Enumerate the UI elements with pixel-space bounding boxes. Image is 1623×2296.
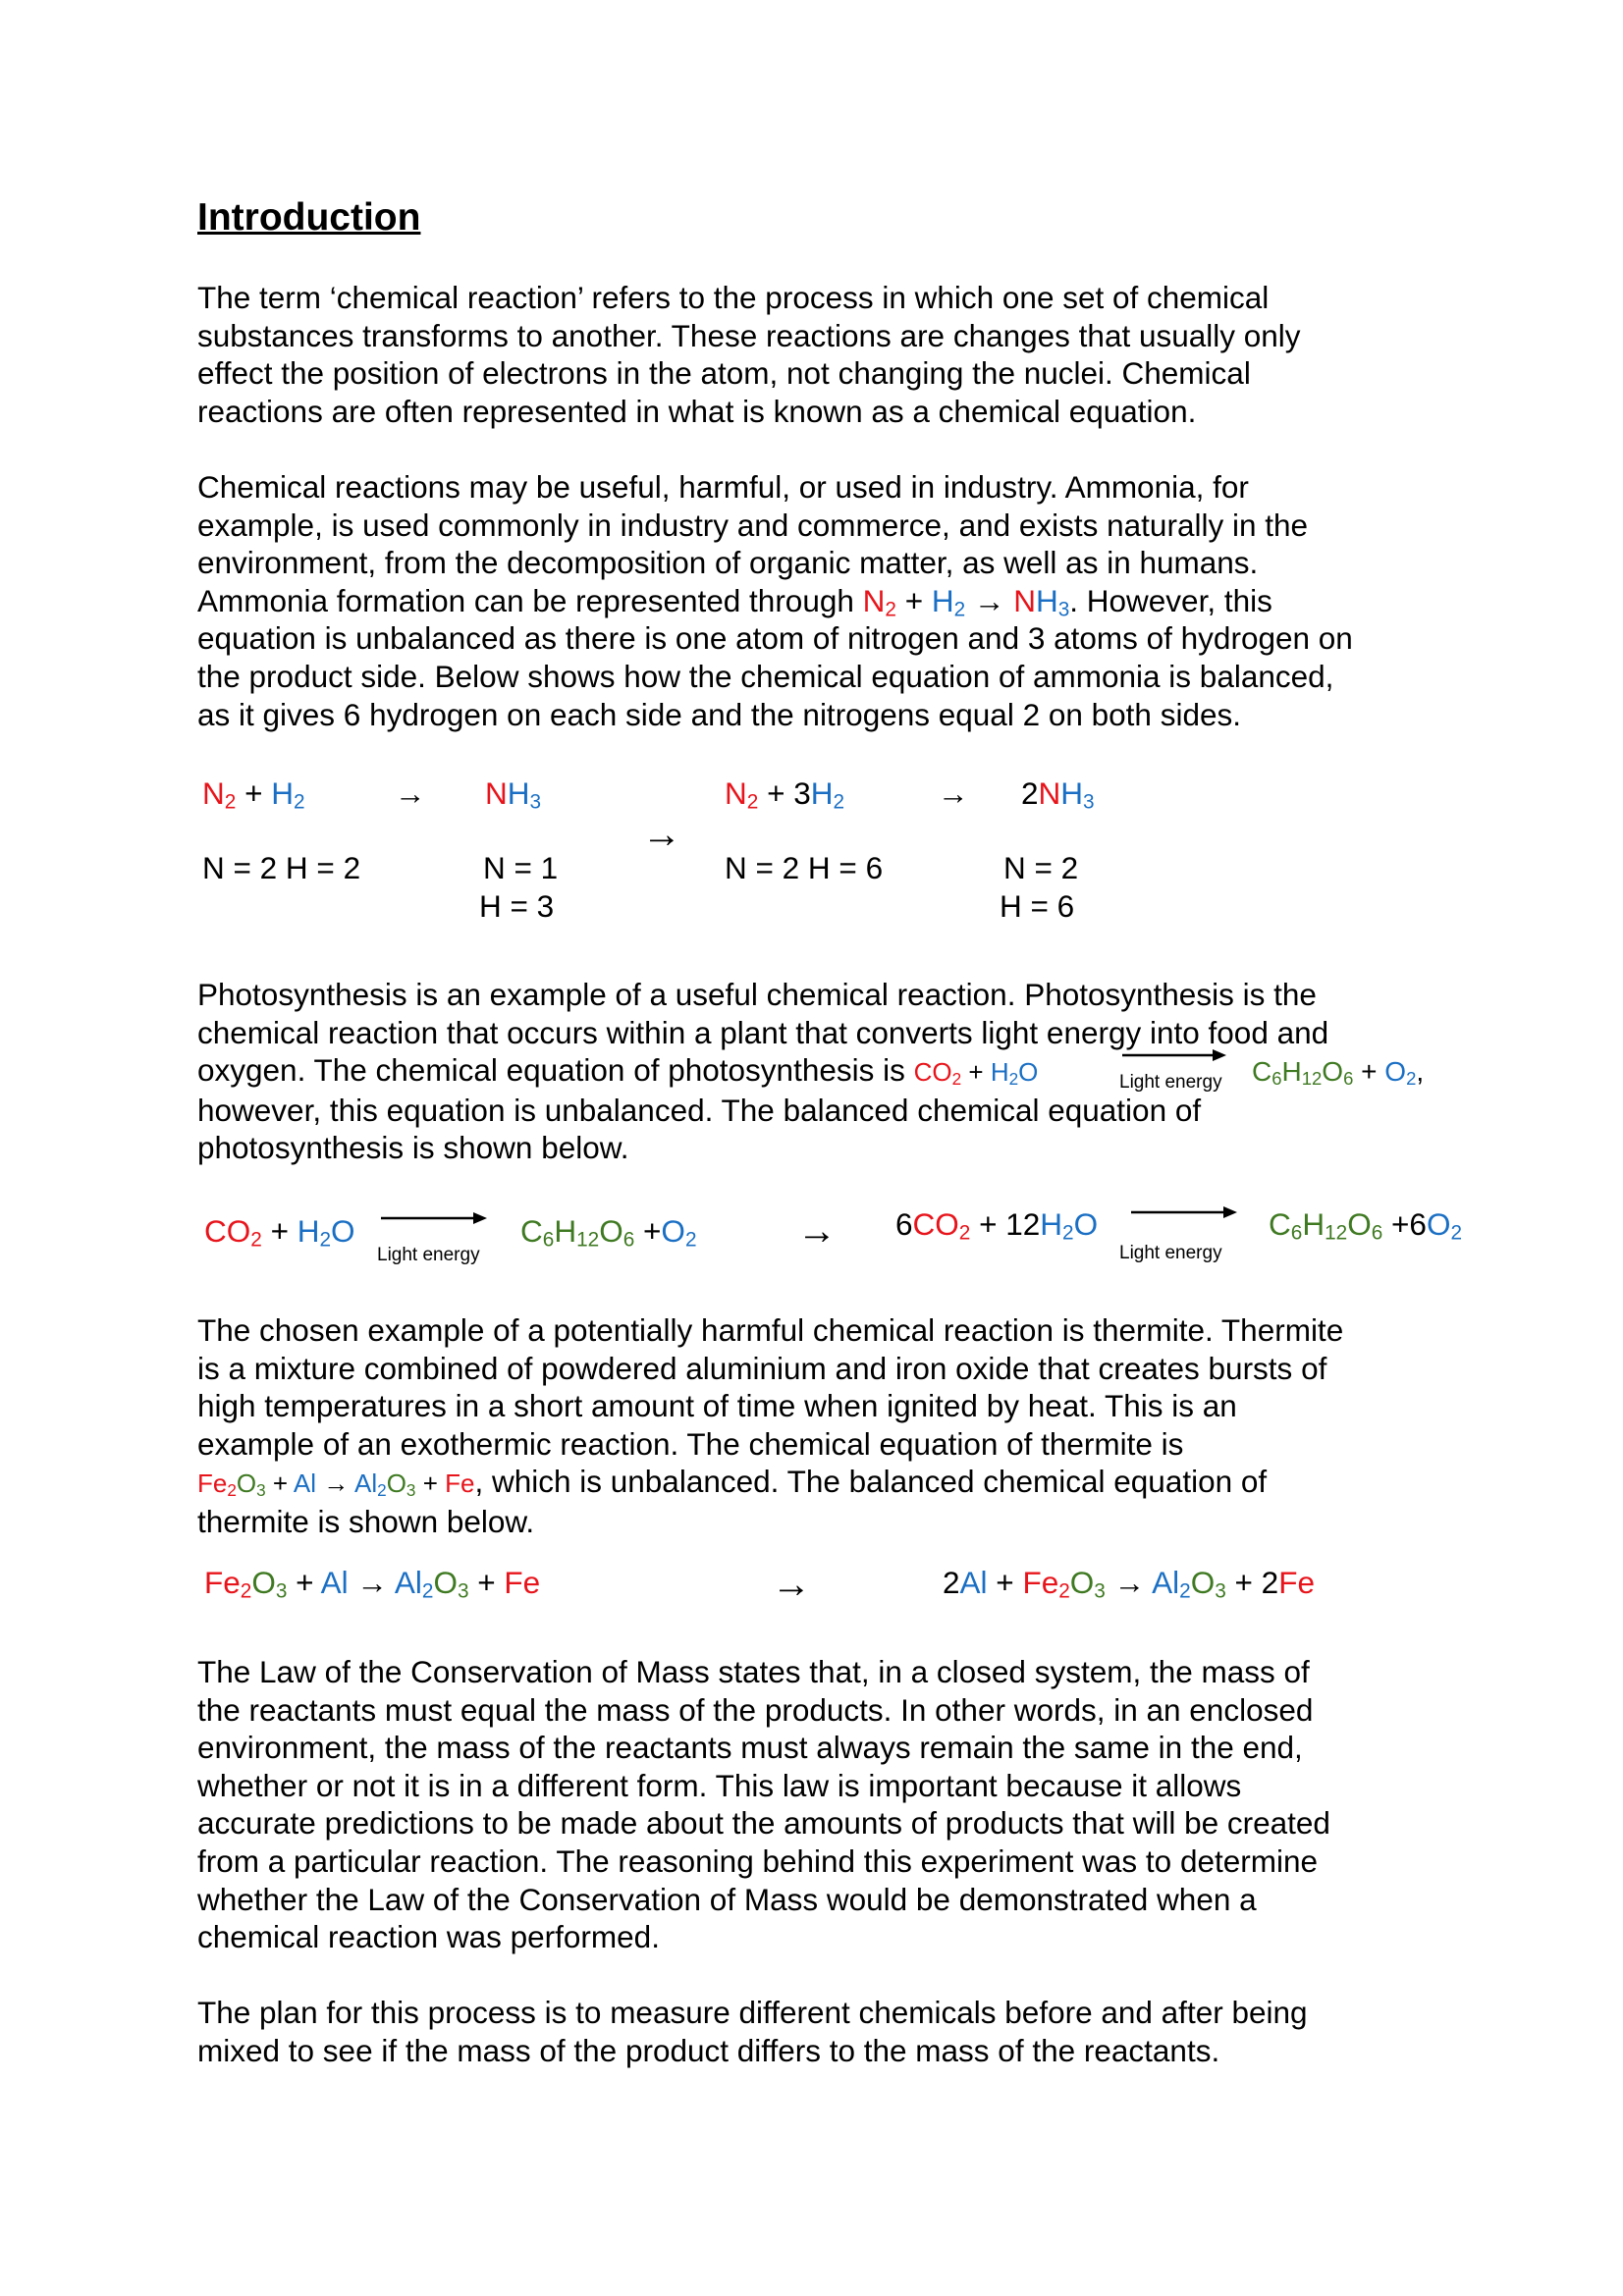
paragraph-conservation-of-mass [197,1653,1330,1956]
text-line: chemical reaction was performed. [197,1919,660,1955]
text-line: example, is used commonly in industry and commerce, and exists naturally in the [197,507,1309,543]
text-line: is a mixture combined of powdered aluminium and iron oxide that creates bursts of [197,1350,1327,1386]
light-energy-label: Light energy [1119,1072,1222,1093]
text-line: the product side. Below shows how the chemical equation of ammonia is balanced, [197,658,1334,694]
light-energy-label: Light energy [1119,1243,1222,1263]
atom-count: N = 1 [483,850,559,885]
text-line: however, this equation is unbalanced. The balanced chemical equation of [197,1092,1202,1128]
equation-unbalanced-products: $C_6H_{12}O_6 +O_2$ [520,1213,697,1252]
text-line: from a particular reaction. The reasoning behind this experiment was to determine [197,1842,1319,1879]
equation-balanced-reactants: $N_2 + 3H_2$ [725,775,845,814]
light-energy-arrow [1131,1205,1237,1219]
text-segment: , which is unbalanced. The balanced chemical equation of [474,1464,1268,1500]
equation-unbalanced-reactants: $N_2 + H_2$ [202,775,305,814]
light-energy-label: Light energy [377,1245,480,1265]
text-segment: oxygen. The chemical equation of photosynthesis is [197,1052,905,1089]
equation-unbalanced: $Fe_2O_3 + Al \to Al_2O_3 + Fe$ [204,1565,541,1603]
text-line-with-equation: oxygen. The chemical equation of photosynthesis is $CO_2 + H_2O$ [197,1052,1039,1089]
text-line: Chemical reactions may be useful, harmful, or used in industry. Ammonia, for [197,469,1249,505]
light-energy-arrow [1122,1048,1226,1062]
paragraph-ammonia [197,468,1353,733]
equation-unbalanced-product: $NH_3$ [485,775,542,814]
text-line: The Law of the Conservation of Mass states that, in a closed system, the mass of [197,1654,1310,1689]
atom-count: H = 3 [479,888,555,924]
inline-equation-products: $C_6H_{12}O_6 + O_2$, [1252,1056,1425,1090]
light-energy-arrow [381,1211,487,1225]
text-line-with-equation: Ammonia formation can be represented through $N_2 + H_2 \to NH_3$. However, this [197,582,1272,621]
equation-unbalanced-reactants: $CO_2 + H_2O$ [204,1213,355,1252]
text-line: equation is unbalanced as there is one atom of nitrogen and 3 atoms of hydrogen on [197,620,1353,657]
equation-balanced-product: $2NH_3$ [1021,775,1095,814]
equation-balanced-reactants: $6CO_2 + 12H_2O$ [895,1206,1099,1245]
text-line: as it gives 6 hydrogen on each side and the nitrogens equal 2 on both sides. [197,696,1241,732]
text-line: photosynthesis is shown below. [197,1130,629,1166]
text-line: whether the Law of the Conservation of Mass would be demonstrated when a [197,1881,1257,1917]
reaction-arrow: → [395,775,426,811]
text-line: chemical reaction that occurs within a plant that converts light energy into food and [197,1014,1329,1050]
page-title: Introduction [197,196,421,239]
transformation-arrow: → [797,1209,837,1253]
text-line: Photosynthesis is an example of a useful chemical reaction. Photosynthesis is the [197,977,1317,1012]
transformation-arrow: → [642,813,681,856]
text-line: reactions are often represented in what is known as a chemical equation. [197,393,1197,429]
paragraph-plan [197,1994,1308,2069]
equation-balanced-products: $C_6H_{12}O_6 +6O_2$ [1269,1206,1463,1245]
equation-balanced: $2Al + Fe_2O_3 \to Al_2O_3 + 2Fe$ [943,1565,1315,1603]
text-line: high temperatures in a short amount of time when ignited by heat. This is an [197,1388,1237,1424]
text-line: The term ‘chemical reaction’ refers to the process in which one set of chemical [197,280,1270,315]
atom-count: N = 2 [1003,850,1079,885]
text-line: The plan for this process is to measure different chemicals before and after being [197,1995,1308,2030]
atom-count: N = 2 H = 2 [202,850,361,885]
text-line: the reactants must equal the mass of the products. In other words, in an enclosed [197,1691,1314,1728]
atom-count: N = 2 H = 6 [725,850,884,885]
reaction-arrow: → [938,775,969,811]
text-line-with-equation: $Fe_2O_3 + Al \to Al_2O_3 + Fe$, which is unbalanced. The balanced chemical equation of [197,1464,1268,1501]
text-line: effect the position of electrons in the atom, not changing the nuclei. Chemical [197,355,1251,392]
text-line: thermite is shown below. [197,1503,535,1539]
text-line: substances transforms to another. These reactions are changes that usually only [197,317,1301,353]
transformation-arrow: → [772,1563,811,1606]
paragraph-thermite [197,1311,1343,1541]
text-line: environment, the mass of the reactants must always remain the same in the end, [197,1730,1303,1766]
text-line: mixed to see if the mass of the product differs to the mass of the reactants. [197,2032,1220,2068]
paragraph-intro [197,279,1301,430]
text-line: example of an exothermic reaction. The chemical equation of thermite is [197,1425,1184,1462]
text-segment: Ammonia formation can be represented through [197,582,854,618]
text-line: The chosen example of a potentially harmful chemical reaction is thermite. Thermite [197,1312,1344,1348]
text-line: accurate predictions to be made about the amounts of products that will be created [197,1805,1330,1842]
text-line: whether or not it is in a different form. This law is important because it allows [197,1767,1242,1803]
atom-count: H = 6 [1000,888,1075,924]
text-segment: . However, this [1069,582,1272,618]
text-line: environment, from the decomposition of organic matter, as well as in humans. [197,545,1259,581]
